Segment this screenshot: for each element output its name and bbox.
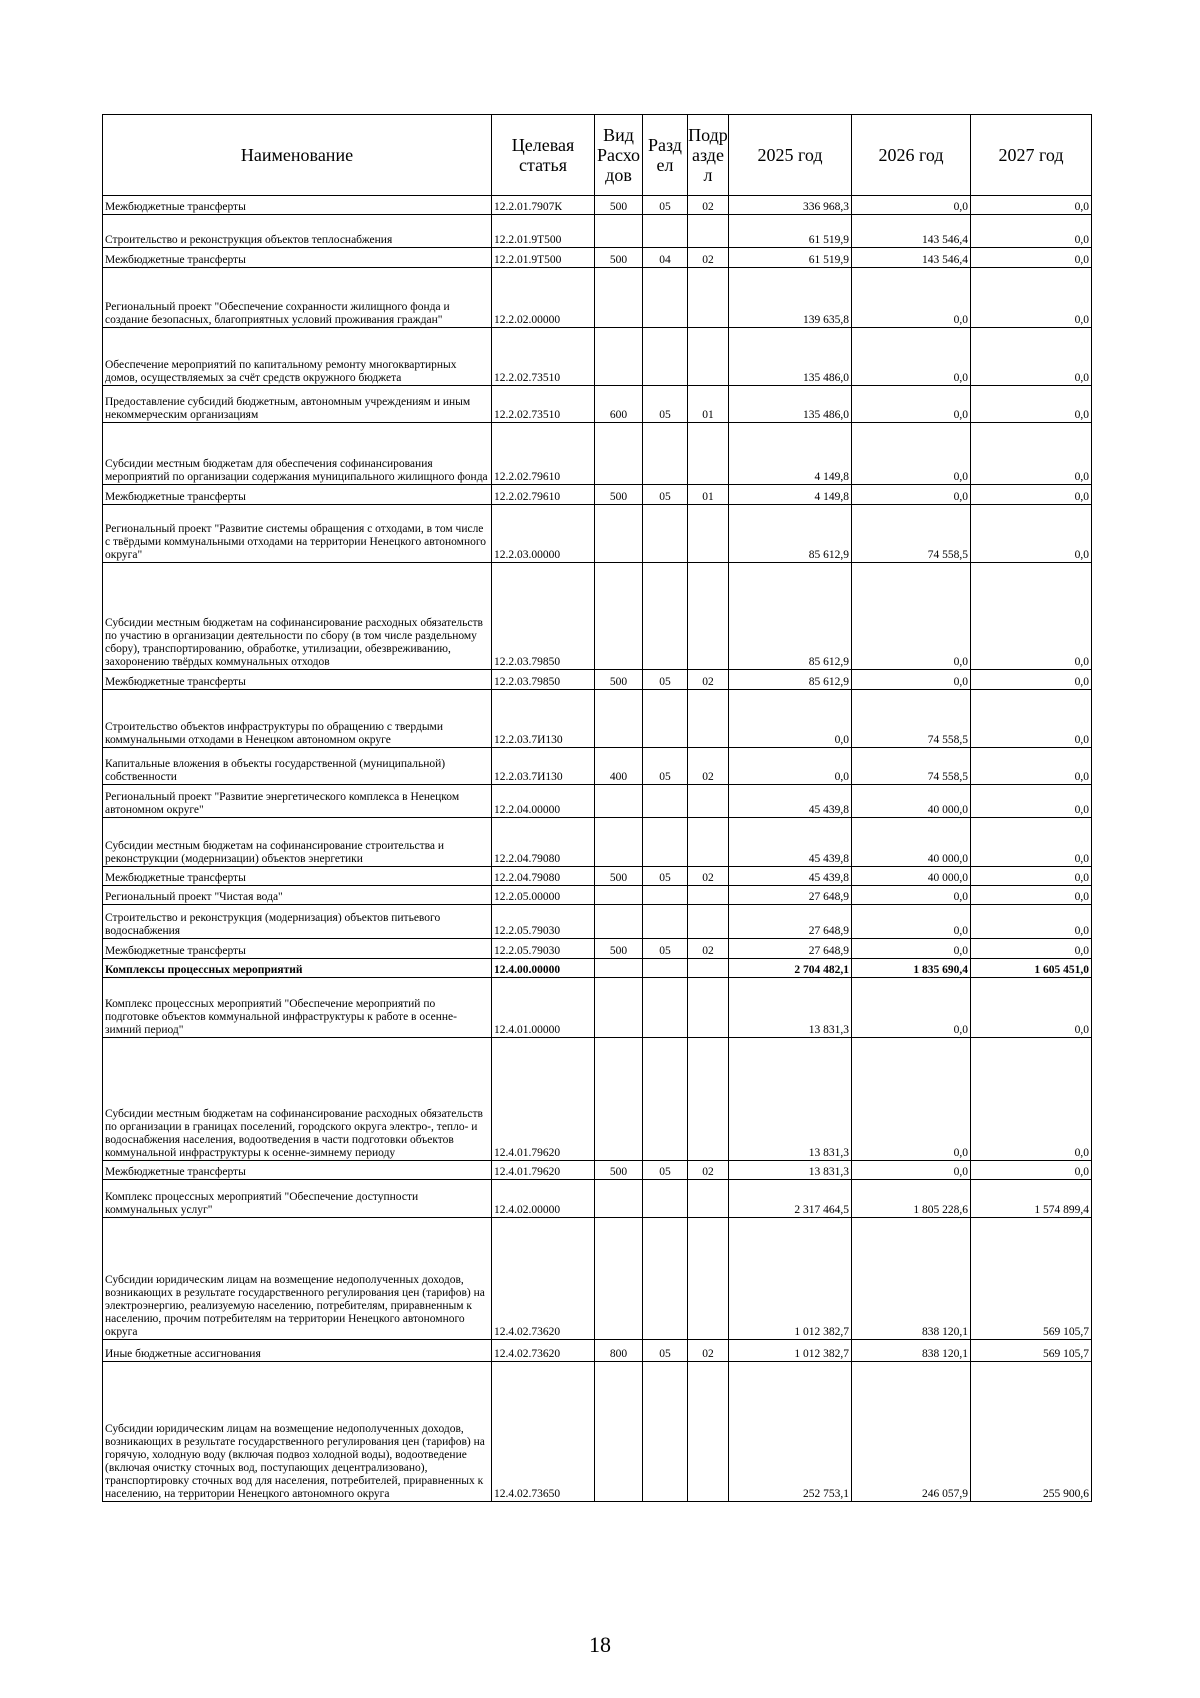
row-expense-type-cell: 500 <box>595 248 643 268</box>
row-target-cell: 12.2.02.79610 <box>492 485 595 505</box>
row-name-cell: Межбюджетные трансферты <box>103 248 492 268</box>
row-expense-type-cell <box>595 1218 643 1340</box>
row-expense-type-cell <box>595 1038 643 1161</box>
row-2026-cell: 838 120,1 <box>852 1340 971 1362</box>
row-section-cell <box>643 818 688 867</box>
row-2026-cell: 0,0 <box>852 423 971 485</box>
header-section: Разд ел <box>643 115 688 196</box>
table-row <box>103 959 1092 978</box>
row-section-cell <box>643 1180 688 1218</box>
row-2027-cell: 569 105,7 <box>971 1340 1092 1362</box>
row-target-cell: 12.4.02.00000 <box>492 1180 595 1218</box>
row-section-cell <box>643 268 688 328</box>
row-2025-cell: 13 831,3 <box>729 1161 852 1180</box>
page-number: 18 <box>589 1632 611 1657</box>
row-target-cell: 12.4.02.73620 <box>492 1218 595 1340</box>
table-header-row <box>103 115 1092 196</box>
row-2025-cell: 27 648,9 <box>729 905 852 939</box>
row-2027-cell: 0,0 <box>971 690 1092 748</box>
row-subsection-cell: 02 <box>688 867 729 886</box>
table-row <box>103 978 1092 1038</box>
row-subsection-cell <box>688 268 729 328</box>
row-section-cell <box>643 886 688 905</box>
row-2025-cell: 61 519,9 <box>729 248 852 268</box>
row-target-cell: 12.4.00.00000 <box>492 959 595 978</box>
row-expense-type-cell <box>595 215 643 248</box>
row-expense-type-cell: 500 <box>595 939 643 959</box>
row-2027-cell: 255 900,6 <box>971 1362 1092 1502</box>
table-row <box>103 423 1092 485</box>
row-2026-cell: 0,0 <box>852 939 971 959</box>
table-row <box>103 485 1092 505</box>
row-2027-cell: 569 105,7 <box>971 1218 1092 1340</box>
row-2026-cell: 0,0 <box>852 978 971 1038</box>
row-target-cell: 12.4.01.79620 <box>492 1161 595 1180</box>
row-expense-type-cell: 500 <box>595 670 643 690</box>
row-subsection-cell: 01 <box>688 386 729 423</box>
row-2025-cell: 135 486,0 <box>729 328 852 386</box>
row-2026-cell: 40 000,0 <box>852 785 971 818</box>
row-expense-type-cell <box>595 690 643 748</box>
table-row <box>103 748 1092 785</box>
header-target-article: Целевая статья <box>492 115 595 196</box>
row-subsection-cell <box>688 1218 729 1340</box>
row-2025-cell: 85 612,9 <box>729 563 852 670</box>
row-2025-cell: 61 519,9 <box>729 215 852 248</box>
row-2025-cell: 336 968,3 <box>729 196 852 215</box>
row-expense-type-cell: 500 <box>595 867 643 886</box>
table-row <box>103 1180 1092 1218</box>
row-target-cell: 12.2.02.73510 <box>492 386 595 423</box>
row-target-cell: 12.2.03.79850 <box>492 670 595 690</box>
row-2027-cell: 0,0 <box>971 978 1092 1038</box>
row-2027-cell: 1 605 451,0 <box>971 959 1092 978</box>
row-2026-cell: 0,0 <box>852 1161 971 1180</box>
row-2025-cell: 2 704 482,1 <box>729 959 852 978</box>
header-expense-type: Вид Расхо дов <box>595 115 643 196</box>
row-name-cell: Региональный проект "Чистая вода" <box>103 886 492 905</box>
row-target-cell: 12.2.01.9Т500 <box>492 215 595 248</box>
row-2027-cell: 0,0 <box>971 563 1092 670</box>
row-section-cell <box>643 785 688 818</box>
table-row <box>103 1340 1092 1362</box>
row-subsection-cell <box>688 690 729 748</box>
row-2025-cell: 13 831,3 <box>729 1038 852 1161</box>
row-name-cell: Иные бюджетные ассигнования <box>103 1340 492 1362</box>
header-name: Наименование <box>103 115 492 196</box>
row-target-cell: 12.2.02.79610 <box>492 423 595 485</box>
row-expense-type-cell <box>595 978 643 1038</box>
row-name-cell: Межбюджетные трансферты <box>103 196 492 215</box>
row-2025-cell: 1 012 382,7 <box>729 1218 852 1340</box>
row-section-cell: 05 <box>643 867 688 886</box>
row-2027-cell: 0,0 <box>971 785 1092 818</box>
row-2026-cell: 143 546,4 <box>852 215 971 248</box>
row-expense-type-cell <box>595 886 643 905</box>
row-2026-cell: 74 558,5 <box>852 690 971 748</box>
row-2026-cell: 0,0 <box>852 670 971 690</box>
row-2027-cell: 0,0 <box>971 939 1092 959</box>
row-2025-cell: 45 439,8 <box>729 785 852 818</box>
row-2027-cell: 0,0 <box>971 867 1092 886</box>
table-row <box>103 818 1092 867</box>
row-2026-cell: 0,0 <box>852 386 971 423</box>
header-year-2027: 2027 год <box>971 115 1092 196</box>
row-2026-cell: 0,0 <box>852 563 971 670</box>
row-subsection-cell: 02 <box>688 1340 729 1362</box>
row-2027-cell: 0,0 <box>971 905 1092 939</box>
row-target-cell: 12.2.03.79850 <box>492 563 595 670</box>
row-subsection-cell: 01 <box>688 485 729 505</box>
row-target-cell: 12.2.04.00000 <box>492 785 595 818</box>
row-2027-cell: 0,0 <box>971 670 1092 690</box>
row-section-cell <box>643 1038 688 1161</box>
row-section-cell: 05 <box>643 386 688 423</box>
row-section-cell <box>643 328 688 386</box>
row-2025-cell: 252 753,1 <box>729 1362 852 1502</box>
row-2027-cell: 0,0 <box>971 1161 1092 1180</box>
row-target-cell: 12.4.02.73620 <box>492 1340 595 1362</box>
row-2027-cell: 0,0 <box>971 423 1092 485</box>
row-section-cell <box>643 1218 688 1340</box>
row-section-cell <box>643 959 688 978</box>
row-expense-type-cell <box>595 785 643 818</box>
row-subsection-cell: 02 <box>688 939 729 959</box>
row-subsection-cell <box>688 563 729 670</box>
row-section-cell: 05 <box>643 485 688 505</box>
row-2025-cell: 45 439,8 <box>729 867 852 886</box>
row-name-cell: Межбюджетные трансферты <box>103 939 492 959</box>
table-row <box>103 905 1092 939</box>
row-subsection-cell <box>688 905 729 939</box>
row-expense-type-cell <box>595 328 643 386</box>
row-section-cell <box>643 690 688 748</box>
row-subsection-cell: 02 <box>688 1161 729 1180</box>
row-section-cell: 05 <box>643 939 688 959</box>
row-2027-cell: 0,0 <box>971 215 1092 248</box>
row-subsection-cell <box>688 818 729 867</box>
row-2025-cell: 1 012 382,7 <box>729 1340 852 1362</box>
row-2025-cell: 85 612,9 <box>729 505 852 563</box>
row-subsection-cell <box>688 215 729 248</box>
row-subsection-cell <box>688 978 729 1038</box>
row-name-cell: Субсидии местным бюджетам на софинансирование строительства и реконструкции (модернизации) объектов энергетики <box>103 818 492 867</box>
budget-table-container <box>102 114 1091 1502</box>
row-subsection-cell <box>688 1180 729 1218</box>
row-2025-cell: 13 831,3 <box>729 978 852 1038</box>
row-name-cell: Субсидии местным бюджетам на софинансирование расходных обязательств по организации в границах поселений, городского округа электро-, тепло- и водоснабжения населения, водоотведения в части подготовки объектов коммунальной инфраструктуры к осенне-зимнему периоду <box>103 1038 492 1161</box>
row-expense-type-cell <box>595 505 643 563</box>
row-subsection-cell: 02 <box>688 248 729 268</box>
row-subsection-cell <box>688 328 729 386</box>
header-subsection: Подр азде л <box>688 115 729 196</box>
row-2026-cell: 40 000,0 <box>852 818 971 867</box>
row-2025-cell: 27 648,9 <box>729 939 852 959</box>
row-expense-type-cell <box>595 1180 643 1218</box>
row-expense-type-cell <box>595 905 643 939</box>
table-row <box>103 328 1092 386</box>
row-name-cell: Субсидии местным бюджетам на софинансирование расходных обязательств по участию в организации деятельности по сбору (в том числе раздельному сбору), транспортированию, обработке, утилизации, обезвреживанию, захоронению твёрдых коммунальных отходов <box>103 563 492 670</box>
row-2027-cell: 0,0 <box>971 248 1092 268</box>
row-2026-cell: 0,0 <box>852 1038 971 1161</box>
row-name-cell: Комплексы процессных мероприятий <box>103 959 492 978</box>
row-target-cell: 12.2.02.00000 <box>492 268 595 328</box>
row-2025-cell: 135 486,0 <box>729 386 852 423</box>
row-subsection-cell <box>688 423 729 485</box>
row-subsection-cell <box>688 1362 729 1502</box>
row-section-cell: 05 <box>643 196 688 215</box>
row-name-cell: Строительство и реконструкция (модернизация) объектов питьевого водоснабжения <box>103 905 492 939</box>
row-section-cell <box>643 215 688 248</box>
table-row <box>103 690 1092 748</box>
row-expense-type-cell <box>595 1362 643 1502</box>
row-name-cell: Региональный проект "Развитие энергетического комплекса в Ненецком автономном округе" <box>103 785 492 818</box>
table-row <box>103 670 1092 690</box>
row-name-cell: Строительство объектов инфраструктуры по обращению с твердыми коммунальными отходами в Ненецком автономном округе <box>103 690 492 748</box>
row-target-cell: 12.2.01.7907К <box>492 196 595 215</box>
row-name-cell: Межбюджетные трансферты <box>103 670 492 690</box>
row-2025-cell: 0,0 <box>729 748 852 785</box>
row-name-cell: Межбюджетные трансферты <box>103 867 492 886</box>
row-expense-type-cell: 600 <box>595 386 643 423</box>
row-2027-cell: 0,0 <box>971 328 1092 386</box>
table-row <box>103 1161 1092 1180</box>
table-row <box>103 215 1092 248</box>
row-2027-cell: 0,0 <box>971 1038 1092 1161</box>
row-expense-type-cell <box>595 423 643 485</box>
row-2027-cell: 0,0 <box>971 886 1092 905</box>
row-2027-cell: 0,0 <box>971 748 1092 785</box>
row-2025-cell: 0,0 <box>729 690 852 748</box>
row-name-cell: Капитальные вложения в объекты государственной (муниципальной) собственности <box>103 748 492 785</box>
table-row <box>103 248 1092 268</box>
table-row <box>103 196 1092 215</box>
row-2025-cell: 139 635,8 <box>729 268 852 328</box>
row-2026-cell: 1 805 228,6 <box>852 1180 971 1218</box>
row-target-cell: 12.2.05.00000 <box>492 886 595 905</box>
row-expense-type-cell: 800 <box>595 1340 643 1362</box>
row-section-cell <box>643 423 688 485</box>
row-subsection-cell <box>688 959 729 978</box>
row-2027-cell: 0,0 <box>971 505 1092 563</box>
row-target-cell: 12.4.02.73650 <box>492 1362 595 1502</box>
table-row <box>103 1038 1092 1161</box>
row-section-cell: 05 <box>643 670 688 690</box>
row-2026-cell: 0,0 <box>852 268 971 328</box>
row-section-cell: 04 <box>643 248 688 268</box>
row-2026-cell: 1 835 690,4 <box>852 959 971 978</box>
row-2026-cell: 0,0 <box>852 485 971 505</box>
row-2026-cell: 0,0 <box>852 196 971 215</box>
row-2027-cell: 0,0 <box>971 818 1092 867</box>
row-target-cell: 12.2.03.7И130 <box>492 748 595 785</box>
row-section-cell: 05 <box>643 1161 688 1180</box>
row-expense-type-cell <box>595 268 643 328</box>
row-2026-cell: 0,0 <box>852 905 971 939</box>
row-section-cell: 05 <box>643 1340 688 1362</box>
row-target-cell: 12.2.01.9Т500 <box>492 248 595 268</box>
row-name-cell: Субсидии юридическим лицам на возмещение недополученных доходов, возникающих в результате государственного регулирования цен (тарифов) на электроэнергию, реализуемую населению, потребителям, приравненным к населению, прочим потребителям на территории Ненецкого автономного округа <box>103 1218 492 1340</box>
row-2026-cell: 74 558,5 <box>852 505 971 563</box>
row-2026-cell: 838 120,1 <box>852 1218 971 1340</box>
table-row <box>103 886 1092 905</box>
row-target-cell: 12.2.03.00000 <box>492 505 595 563</box>
row-2027-cell: 0,0 <box>971 268 1092 328</box>
row-target-cell: 12.2.04.79080 <box>492 867 595 886</box>
table-body <box>103 196 1092 1502</box>
row-expense-type-cell: 400 <box>595 748 643 785</box>
table-row <box>103 386 1092 423</box>
row-2026-cell: 143 546,4 <box>852 248 971 268</box>
row-2027-cell: 0,0 <box>971 196 1092 215</box>
row-2025-cell: 27 648,9 <box>729 886 852 905</box>
row-expense-type-cell <box>595 818 643 867</box>
row-name-cell: Субсидии юридическим лицам на возмещение недополученных доходов, возникающих в результате государственного регулирования цен (тарифов) на горячую, холодную воду (включая подвоз холодной воды), водоотведение (включая очистку сточных вод, поступающих децентрализовано), транспортировку сточных вод для населения, потребителей, приравненных к населению, на территории Ненецкого автономного округа <box>103 1362 492 1502</box>
table-row <box>103 1218 1092 1340</box>
row-section-cell <box>643 978 688 1038</box>
row-2025-cell: 85 612,9 <box>729 670 852 690</box>
row-section-cell <box>643 505 688 563</box>
row-target-cell: 12.4.01.00000 <box>492 978 595 1038</box>
row-expense-type-cell: 500 <box>595 1161 643 1180</box>
row-name-cell: Региональный проект "Развитие системы обращения с отходами, в том числе с твёрдыми коммунальными отходами на территории Ненецкого автономного округа" <box>103 505 492 563</box>
row-2026-cell: 40 000,0 <box>852 867 971 886</box>
row-subsection-cell <box>688 505 729 563</box>
row-target-cell: 12.2.05.79030 <box>492 905 595 939</box>
row-target-cell: 12.4.01.79620 <box>492 1038 595 1161</box>
row-subsection-cell: 02 <box>688 748 729 785</box>
row-2025-cell: 4 149,8 <box>729 485 852 505</box>
table-row <box>103 268 1092 328</box>
row-2025-cell: 2 317 464,5 <box>729 1180 852 1218</box>
row-name-cell: Субсидии местным бюджетам для обеспечения софинансирования мероприятий по организации содержания муниципального жилищного фонда <box>103 423 492 485</box>
row-2026-cell: 74 558,5 <box>852 748 971 785</box>
table-row <box>103 939 1092 959</box>
row-expense-type-cell: 500 <box>595 196 643 215</box>
table-row <box>103 563 1092 670</box>
table-row <box>103 785 1092 818</box>
table-row <box>103 1362 1092 1502</box>
row-2026-cell: 0,0 <box>852 886 971 905</box>
row-expense-type-cell: 500 <box>595 485 643 505</box>
row-name-cell: Комплекс процессных мероприятий "Обеспечение мероприятий по подготовке объектов коммунальной инфраструктуры к работе в осенне-зимний период" <box>103 978 492 1038</box>
row-expense-type-cell <box>595 959 643 978</box>
row-target-cell: 12.2.02.73510 <box>492 328 595 386</box>
row-name-cell: Обеспечение мероприятий по капитальному ремонту многоквартирных домов, осуществляемых за счёт средств окружного бюджета <box>103 328 492 386</box>
table-row <box>103 867 1092 886</box>
table-row <box>103 505 1092 563</box>
row-name-cell: Строительство и реконструкция объектов теплоснабжения <box>103 215 492 248</box>
row-2026-cell: 0,0 <box>852 328 971 386</box>
row-name-cell: Предоставление субсидий бюджетным, автономным учреждениям и иным некоммерческим организациям <box>103 386 492 423</box>
row-2027-cell: 0,0 <box>971 485 1092 505</box>
row-2026-cell: 246 057,9 <box>852 1362 971 1502</box>
row-name-cell: Межбюджетные трансферты <box>103 485 492 505</box>
row-2027-cell: 0,0 <box>971 386 1092 423</box>
row-name-cell: Комплекс процессных мероприятий "Обеспечение доступности коммунальных услуг" <box>103 1180 492 1218</box>
row-2027-cell: 1 574 899,4 <box>971 1180 1092 1218</box>
row-target-cell: 12.2.05.79030 <box>492 939 595 959</box>
row-name-cell: Региональный проект "Обеспечение сохранности жилищного фонда и создание безопасных, благоприятных условий проживания граждан" <box>103 268 492 328</box>
header-year-2026: 2026 год <box>852 115 971 196</box>
row-expense-type-cell <box>595 563 643 670</box>
row-section-cell: 05 <box>643 748 688 785</box>
row-subsection-cell <box>688 886 729 905</box>
row-subsection-cell: 02 <box>688 196 729 215</box>
row-section-cell <box>643 905 688 939</box>
header-year-2025: 2025 год <box>729 115 852 196</box>
row-section-cell <box>643 1362 688 1502</box>
row-subsection-cell: 02 <box>688 670 729 690</box>
row-target-cell: 12.2.04.79080 <box>492 818 595 867</box>
row-subsection-cell <box>688 785 729 818</box>
row-target-cell: 12.2.03.7И130 <box>492 690 595 748</box>
row-2025-cell: 45 439,8 <box>729 818 852 867</box>
budget-table <box>102 114 1092 1502</box>
row-2025-cell: 4 149,8 <box>729 423 852 485</box>
row-name-cell: Межбюджетные трансферты <box>103 1161 492 1180</box>
row-section-cell <box>643 563 688 670</box>
row-subsection-cell <box>688 1038 729 1161</box>
